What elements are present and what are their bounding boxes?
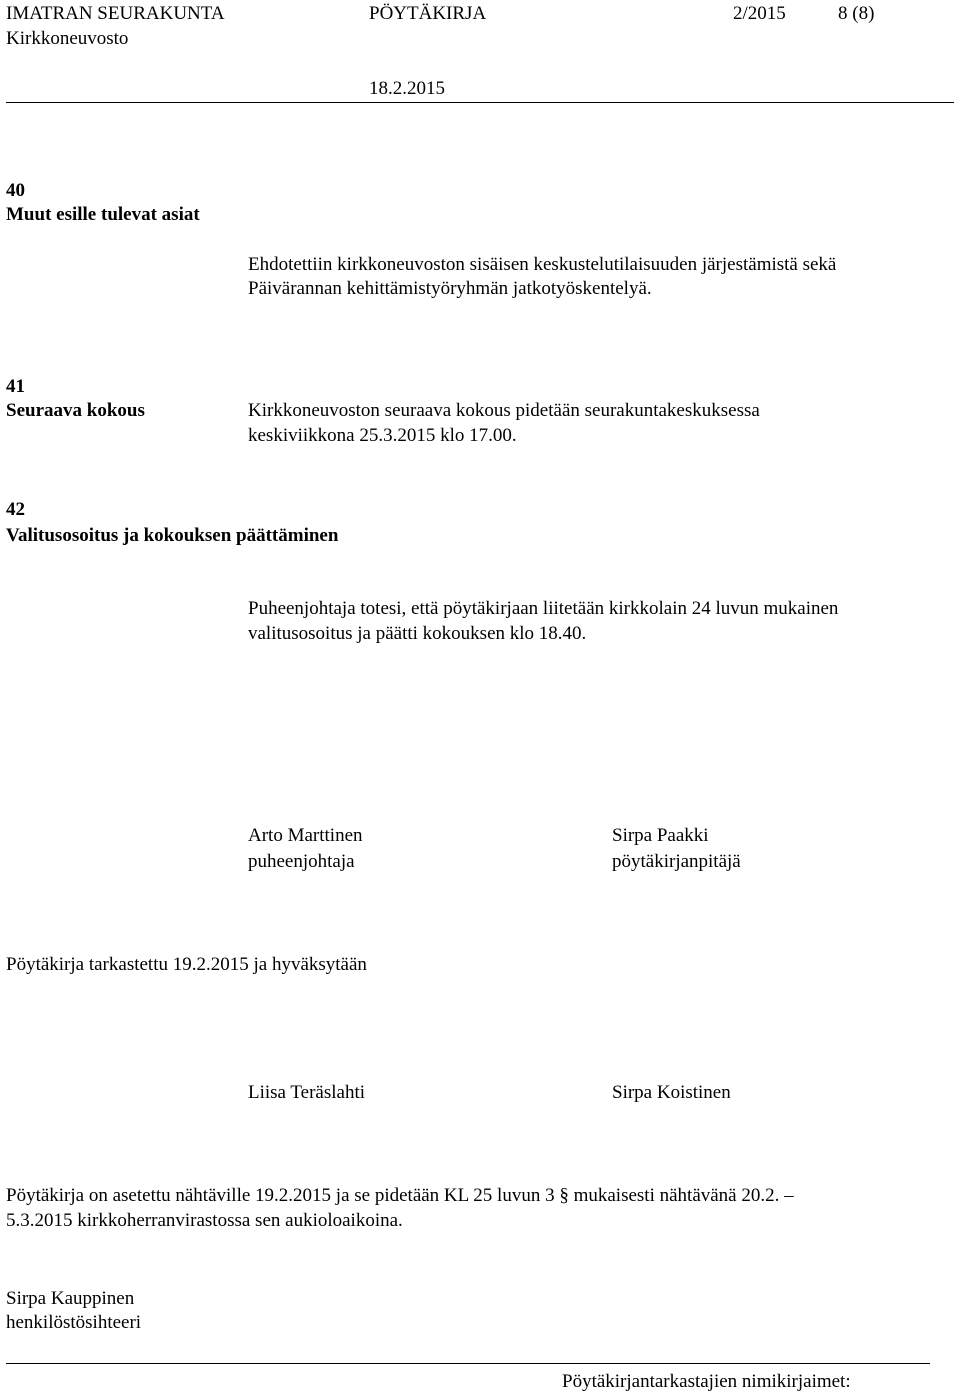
signer-name: Sirpa Kauppinen <box>6 1288 135 1309</box>
chair-name: Arto Marttinen <box>248 825 363 846</box>
checker-name: Sirpa Koistinen <box>612 1082 731 1103</box>
meeting-body: Kirkkoneuvosto <box>6 28 129 49</box>
section-title: Valitusosoitus ja kokouksen päättäminen <box>6 525 339 546</box>
header-divider <box>6 102 954 103</box>
document-number: 2/2015 <box>733 3 786 24</box>
checker-name: Liisa Teräslahti <box>248 1082 366 1103</box>
footer-divider <box>6 1363 930 1364</box>
notice-line: 5.3.2015 kirkkoherranvirastossa sen aukioloaikoina. <box>6 1210 403 1231</box>
secretary-role: pöytäkirjanpitäjä <box>612 851 741 872</box>
page-number: 8 (8) <box>838 3 875 24</box>
section-text-line: Kirkkoneuvoston seuraava kokous pidetään seurakuntakeskuksessa <box>248 400 760 421</box>
section-text-line: keskiviikkona 25.3.2015 klo 17.00. <box>248 425 517 446</box>
section-title: Muut esille tulevat asiat <box>6 204 200 225</box>
section-number: 42 <box>6 499 25 520</box>
section-title: Seuraava kokous <box>6 400 145 421</box>
section-text-line: Päivärannan kehittämistyöryhmän jatkotyöskentelyä. <box>248 278 652 299</box>
section-text-line: valitusosoitus ja päätti kokouksen klo 18.40. <box>248 623 587 644</box>
section-text-line: Puheenjohtaja totesi, että pöytäkirjaan liitetään kirkkolain 24 luvun mukainen <box>248 598 839 619</box>
section-text-line: Ehdotettiin kirkkoneuvoston sisäisen keskustelutilaisuuden järjestämistä sekä <box>248 254 837 275</box>
chair-role: puheenjohtaja <box>248 851 355 872</box>
meeting-date: 18.2.2015 <box>369 78 445 99</box>
section-number: 40 <box>6 180 25 201</box>
signer-title: henkilöstösihteeri <box>6 1312 142 1333</box>
organization-name: IMATRAN SEURAKUNTA <box>6 3 225 24</box>
secretary-name: Sirpa Paakki <box>612 825 709 846</box>
document-type: PÖYTÄKIRJA <box>369 3 487 24</box>
checked-statement: Pöytäkirja tarkastettu 19.2.2015 ja hyväksytään <box>6 954 367 975</box>
initials-label: Pöytäkirjantarkastajien nimikirjaimet: <box>562 1371 851 1392</box>
section-number: 41 <box>6 376 25 397</box>
notice-line: Pöytäkirja on asetettu nähtäville 19.2.2015 ja se pidetään KL 25 luvun 3 § mukaisesti nähtävänä 20.2. – <box>6 1185 794 1206</box>
